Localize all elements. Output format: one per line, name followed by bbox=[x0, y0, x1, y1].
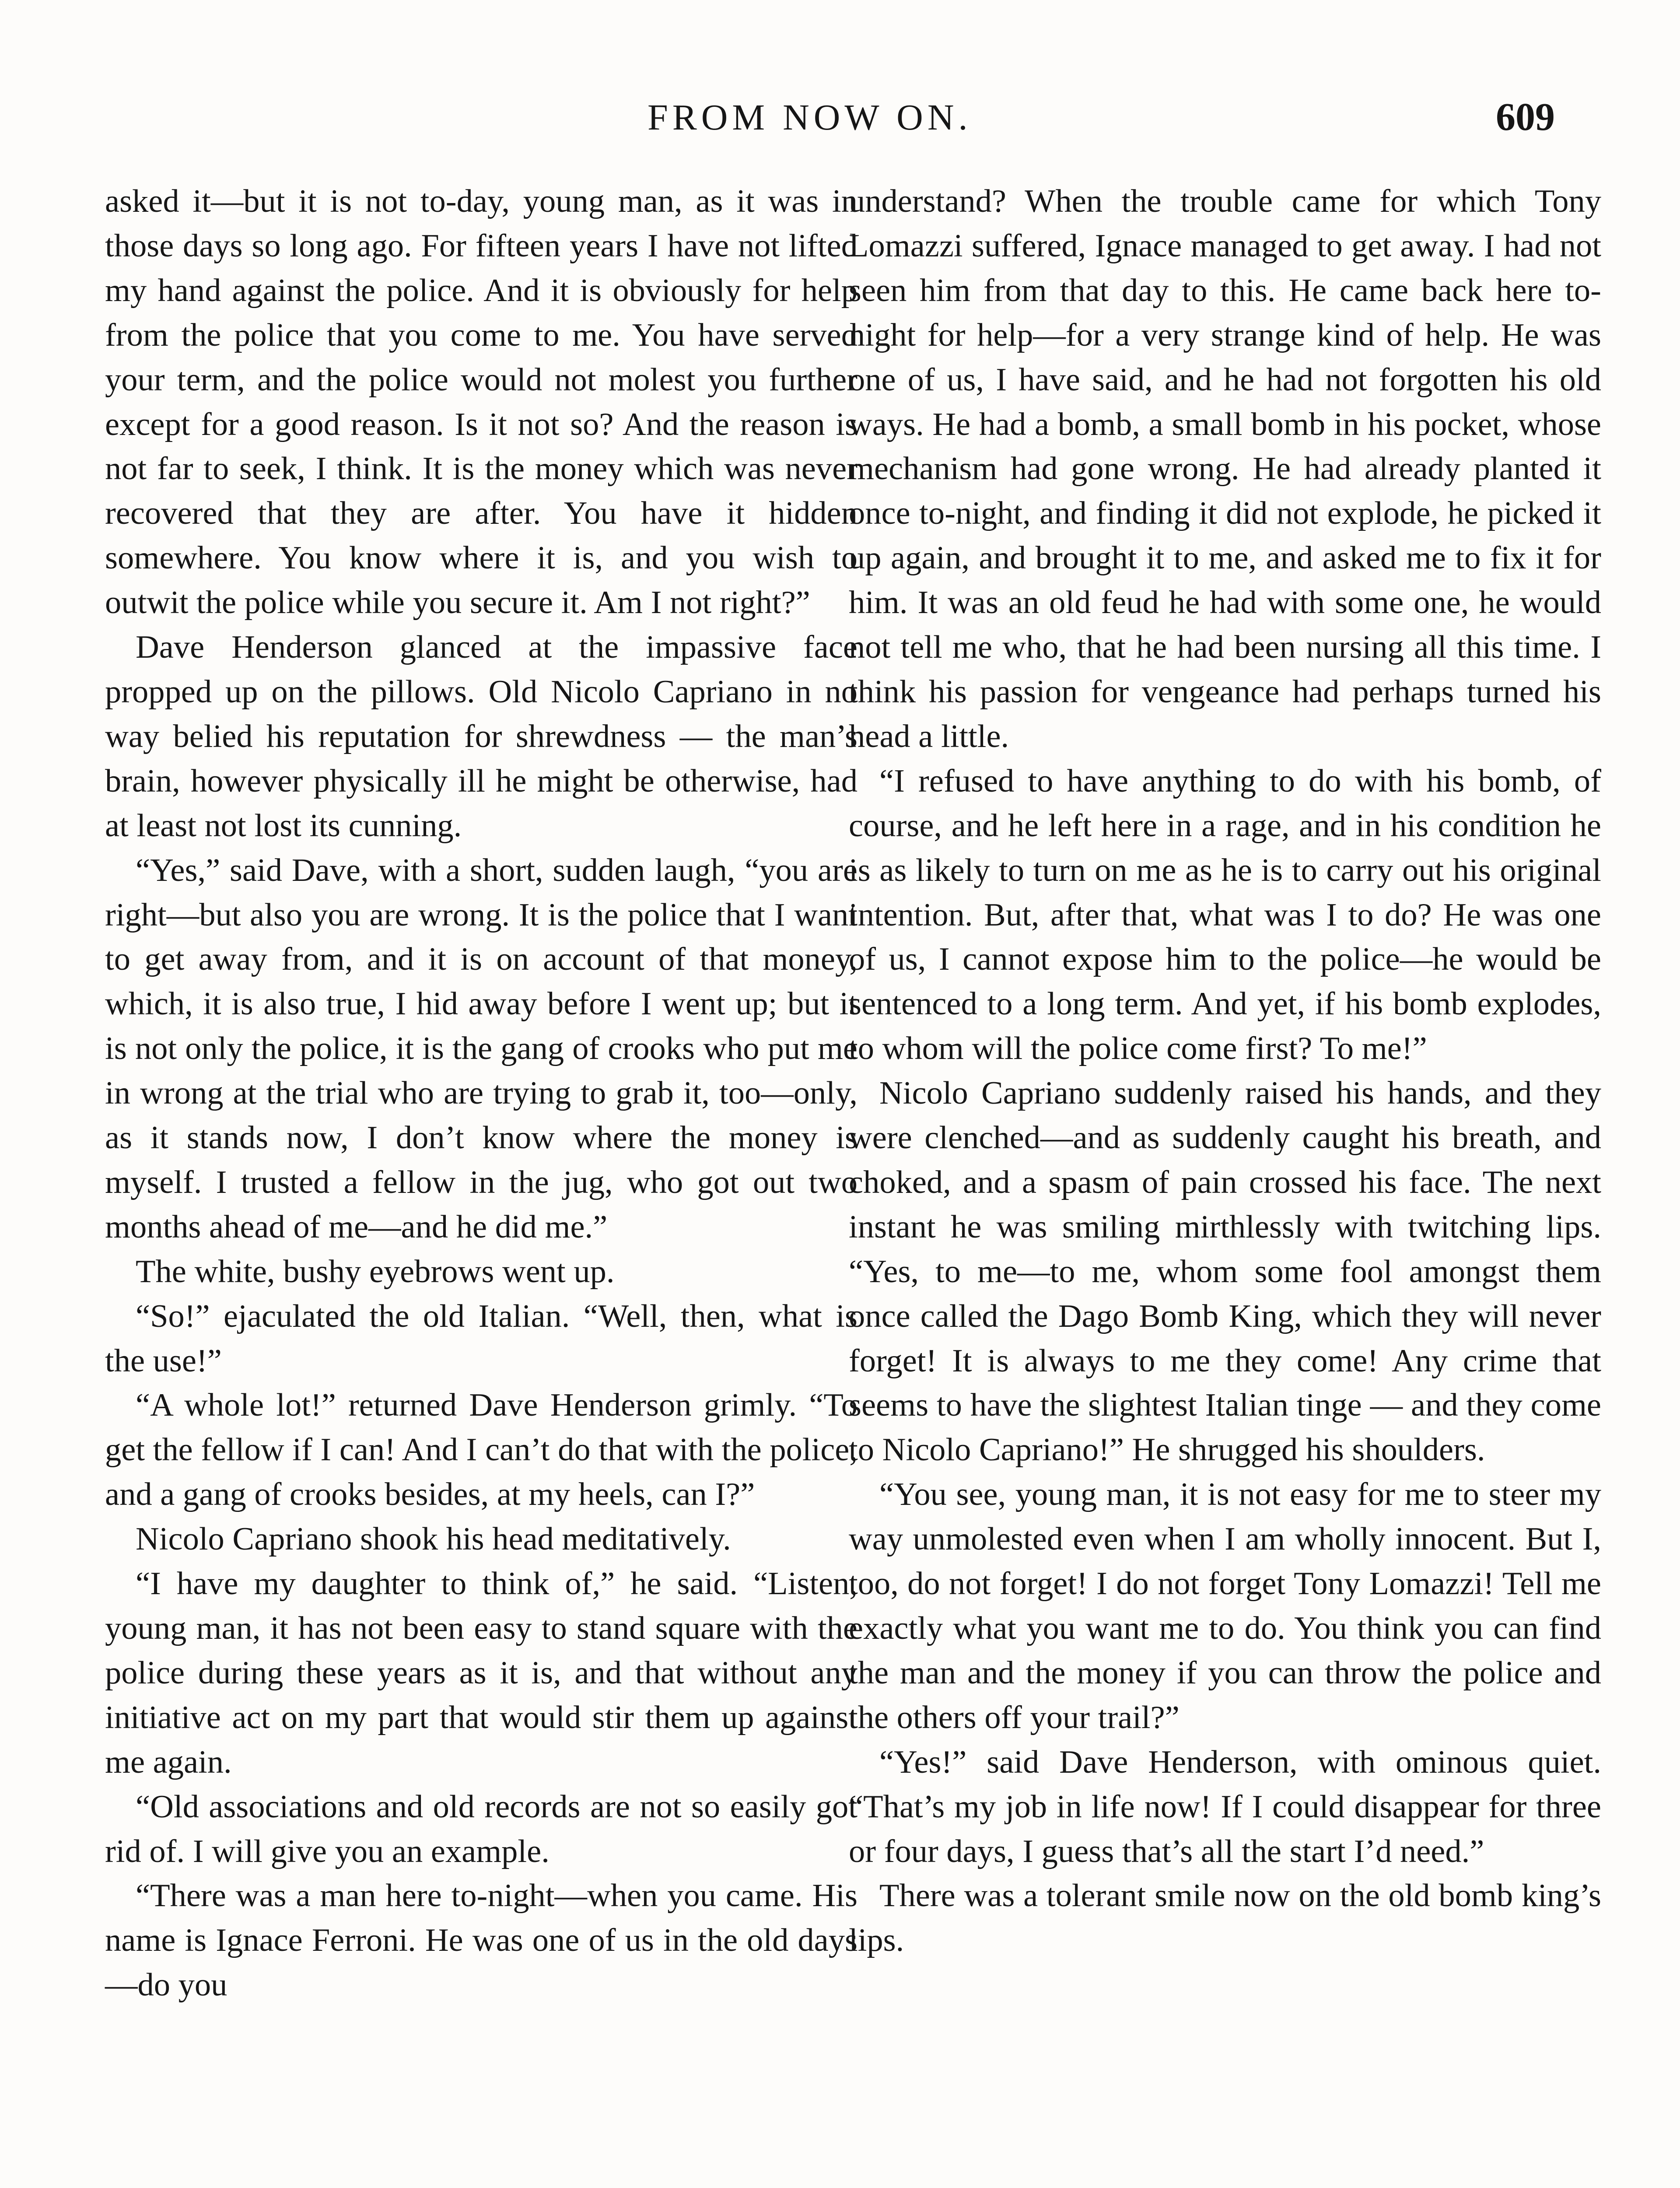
page-number: 609 bbox=[1496, 95, 1555, 139]
right-column bbox=[849, 179, 1601, 1963]
running-head: FROM NOW ON. bbox=[648, 97, 972, 138]
paragraph: “I have my daughter to think of,” he said. “Listen, young man, it has not been easy to stand square with the police during these years as it is, and that without any initiative act on my part that would stir them up against me again. bbox=[105, 1566, 858, 1780]
paragraph: “There was a man here to-night—when you came. His name is Ignace Ferroni. He was one of us in the old days—do you bbox=[105, 1878, 858, 2003]
paragraph: Nicolo Capriano shook his head meditatively. bbox=[136, 1521, 731, 1557]
paragraph: The white, bushy eyebrows went up. bbox=[136, 1253, 615, 1290]
paragraph: “So!” ejaculated the old Italian. “Well, then, what is the use!” bbox=[105, 1298, 858, 1379]
paragraph: understand? When the trouble came for which Tony Lomazzi suffered, Ignace managed to get away. I had not seen him from that day to this. He came back here to-night for help—for a very strange kind of help. He was one of us, I have said, and he had not forgotten his old ways. He had a bomb, a small bomb in his pocket, whose mechanism had gone wrong. He had already planted it once to-night, and finding it did not explode, he picked it up again, and brought it to me, and asked me to fix it for him. It was an old feud he had with some one, he would not tell me who, that he had been nursing all this time. I think his passion for vengeance had perhaps turned his head a little. bbox=[849, 183, 1601, 754]
paragraph: asked it—but it is not to-day, young man, as it was in those days so long ago. For fifteen years I have not lifted my hand against the police. And it is obviously for help from the police that you come to me. You have served your term, and the police would not molest you further except for a good reason. Is it not so? And the reason is not far to seek, I think. It is the money which was never recovered that they are after. You have it hidden somewhere. You know where it is, and you wish to outwit the police while you secure it. Am I not right?” bbox=[105, 183, 858, 621]
paragraph: Nicolo Capriano suddenly raised his hands, and they were clenched—and as suddenly caught his breath, and choked, and a spasm of pain crossed his face. The next instant he was smiling mirthlessly with twitching lips. “Yes, to me—to me, whom some fool amongst them once called the Dago Bomb King, which they will never forget! It is always to me they come! Any crime that seems to have the slightest Italian tinge — and they come to Nicolo Capriano!” He shrugged his shoulders. bbox=[849, 1075, 1601, 1468]
paragraph: “I refused to have anything to do with his bomb, of course, and he left here in a rage, and in his condition he is as likely to turn on me as he is to carry out his original intention. But, after that, what was I to do? He was one of us, I cannot expose him to the police—he would be sentenced to a long term. And yet, if his bomb explodes, to whom will the police come first? To me!” bbox=[849, 763, 1601, 1067]
paragraph: “You see, young man, it is not easy for me to steer my way unmolested even when I am wholly innocent. But I, too, do not forget! I do not forget Tony Lomazzi! Tell me exactly what you want me to do. You think you can find the man and the money if you can throw the police and the others off your trail?” bbox=[849, 1476, 1601, 1736]
left-column bbox=[105, 179, 858, 2008]
paragraph: Dave Henderson glanced at the impassive face propped up on the pillows. Old Nicolo Capriano in no way belied his reputation for shrewdness — the man’s brain, however physically ill he might be otherwise, had at least not lost its cunning. bbox=[105, 629, 858, 844]
paragraph: “Old associations and old records are not so easily got rid of. I will give you an example. bbox=[105, 1788, 858, 1869]
paragraph: There was a tolerant smile now on the old bomb king’s lips. bbox=[849, 1878, 1601, 1959]
paragraph: “Yes!” said Dave Henderson, with ominous quiet. “That’s my job in life now! If I could disappear for three or four days, I guess that’s all the start I’d need.” bbox=[849, 1744, 1601, 1869]
paragraph: “A whole lot!” returned Dave Henderson grimly. “To get the fellow if I can! And I can’t do that with the police, and a gang of crooks besides, at my heels, can I?” bbox=[105, 1387, 858, 1513]
paragraph: “Yes,” said Dave, with a short, sudden laugh, “you are right—but also you are wrong. It is the police that I want to get away from, and it is on account of that money, which, it is also true, I hid away before I went up; but it is not only the police, it is the gang of crooks who put me in wrong at the trial who are trying to grab it, too—only, as it stands now, I don’t know where the money is myself. I trusted a fellow in the jug, who got out two months ahead of me—and he did me.” bbox=[105, 852, 858, 1245]
